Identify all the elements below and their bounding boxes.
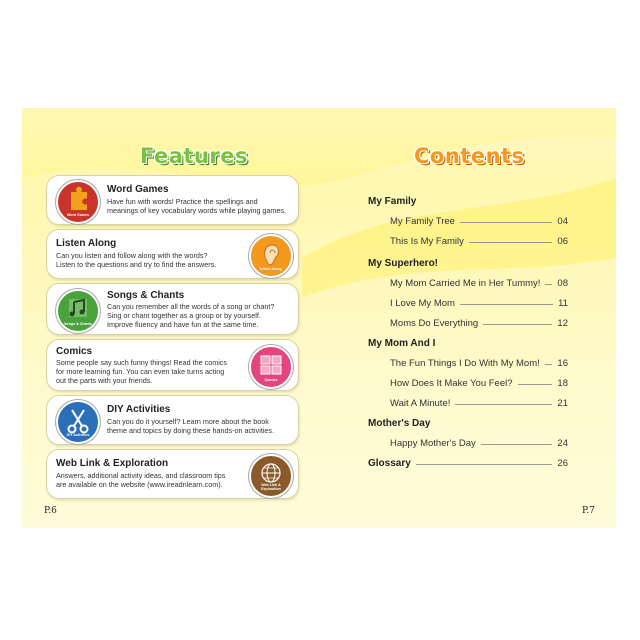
feature-title: Web Link & Exploration <box>56 458 169 469</box>
songs-chants-badge <box>56 289 100 333</box>
desc-line: meanings of key vocabulary words while playing games. <box>107 206 286 215</box>
toc-section-title: My Superhero! <box>368 258 439 269</box>
toc-page-number: 04 <box>557 216 568 227</box>
toc-page-number: 16 <box>557 358 568 369</box>
contents-title: Contents <box>414 144 525 168</box>
toc-entry <box>390 318 568 329</box>
toc-entry-label: How Does It Make You Feel? <box>390 378 513 389</box>
listen-along-badge <box>249 234 293 278</box>
toc-section-title: Mother's Day <box>368 418 431 429</box>
toc-page-number: 26 <box>557 458 568 469</box>
toc-entry-label: I Love My Mom <box>390 298 455 309</box>
toc-page-number: 08 <box>557 278 568 289</box>
desc-line: Answers, additional activity ideas, and classroom tips <box>56 471 226 480</box>
toc-entry-label: This Is My Family <box>390 236 464 247</box>
toc-entry <box>390 438 568 449</box>
desc-line: Sing or chant together as a group or by yourself. <box>107 311 261 320</box>
toc-page-number: 11 <box>558 298 568 309</box>
left-page-number: P.6 <box>44 506 57 516</box>
toc-entry <box>390 236 568 247</box>
badge-label: Songs & Chants <box>64 322 92 326</box>
leader-line <box>545 284 552 285</box>
toc-page-number: 06 <box>557 236 568 247</box>
book-spread <box>22 108 616 528</box>
toc-section-title: My Mom And I <box>368 338 436 349</box>
features-title: Features <box>140 144 248 168</box>
desc-line: for more learning fun. You can even take turns acting <box>56 367 225 376</box>
toc-page-number: 24 <box>557 438 568 449</box>
toc-glossary <box>368 458 568 469</box>
toc-page-number: 12 <box>557 318 568 329</box>
toc-entry-label: Moms Do Everything <box>390 318 479 329</box>
desc-line: Can you do it yourself? Learn more about the book <box>107 417 269 426</box>
leader-line <box>455 404 552 405</box>
leader-line <box>469 242 553 243</box>
badge-label: Word Games <box>66 213 90 217</box>
leader-line <box>416 464 553 465</box>
toc-section-title: Glossary <box>368 458 411 469</box>
toc-page-number: 18 <box>557 378 568 389</box>
toc-section-title: My Family <box>368 196 417 207</box>
feature-desc <box>56 358 227 385</box>
feature-card-songs-chants <box>47 284 298 334</box>
feature-desc <box>107 417 274 435</box>
desc-line: Improve fluency and have fun at the same time. <box>107 320 259 329</box>
feature-title: Comics <box>56 346 93 357</box>
web-link-badge <box>249 454 293 498</box>
feature-card-diy-activities <box>47 396 298 444</box>
desc-line: Some people say such funny things! Read the comics <box>56 358 227 367</box>
desc-line: Have fun with words! Practice the spellings and <box>107 197 258 206</box>
toc-entry-label: Happy Mother's Day <box>390 438 476 449</box>
desc-line: out the parts with your friends. <box>56 376 153 385</box>
feature-desc <box>107 302 274 329</box>
feature-title: DIY Activities <box>107 404 171 415</box>
leader-line <box>518 384 553 385</box>
toc-entry-label: My Family Tree <box>390 216 455 227</box>
toc-page-number: 21 <box>557 398 568 409</box>
feature-title: Listen Along <box>56 238 117 249</box>
feature-title: Word Games <box>107 184 169 195</box>
toc-entry <box>390 358 568 369</box>
toc-entry <box>390 298 568 309</box>
toc-entry-label: The Fun Things I Do With My Mom! <box>390 358 540 369</box>
diy-activities-badge <box>56 400 100 444</box>
desc-line: are available on the website (www.ireadnlearn.com). <box>56 480 223 489</box>
leader-line <box>460 222 552 223</box>
feature-card-listen-along <box>47 230 298 278</box>
word-games-badge <box>56 180 100 224</box>
badge-label: Listen Along <box>260 267 282 271</box>
leader-line <box>483 324 552 325</box>
leader-line <box>545 364 553 365</box>
feature-card-web-link <box>47 450 298 498</box>
feature-desc <box>56 251 216 269</box>
badge-label: Comics <box>264 378 278 382</box>
toc-entry <box>390 398 568 409</box>
toc-entry-label: My Mom Carried Me in Her Tummy! <box>390 278 541 289</box>
desc-line: Listen to the questions and try to find the answers. <box>56 260 217 269</box>
badge-label: Web Link & Exploration <box>261 483 281 491</box>
feature-desc <box>107 197 286 215</box>
toc-entry <box>390 378 568 389</box>
feature-card-word-games <box>47 176 298 224</box>
desc-line: theme and topics by doing these hands-on activities. <box>107 426 275 435</box>
leader-line <box>481 444 553 445</box>
toc-entry <box>390 216 568 227</box>
desc-line: Can you remember all the words of a song or chant? <box>107 302 275 311</box>
comics-badge <box>249 345 293 389</box>
feature-title: Songs & Chants <box>107 290 185 301</box>
toc-entry <box>390 278 568 289</box>
toc-entry-label: Wait A Minute! <box>390 398 451 409</box>
right-page-number: P.7 <box>582 506 595 516</box>
leader-line <box>460 304 553 305</box>
desc-line: Can you listen and follow along with the words? <box>56 251 208 260</box>
feature-card-comics <box>47 340 298 390</box>
feature-desc <box>56 471 225 489</box>
badge-label: DIY Activities <box>66 433 90 437</box>
